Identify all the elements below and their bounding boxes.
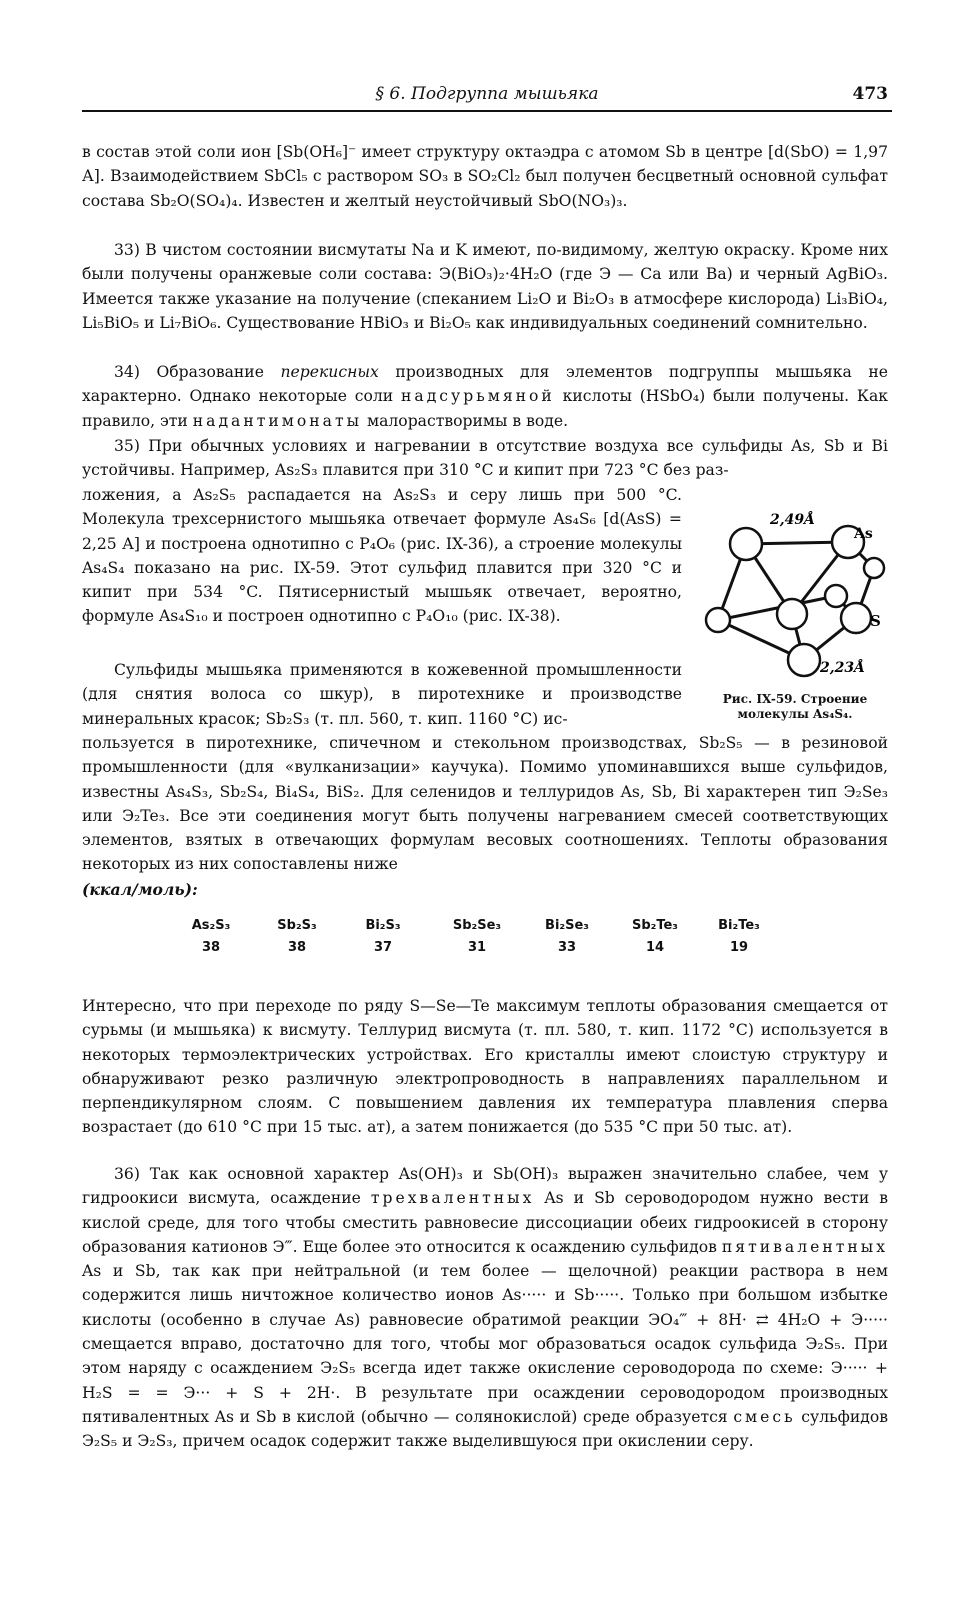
atom-label-s: S <box>870 612 881 630</box>
heats-column <box>342 918 424 955</box>
p36-text-c: As и Sb сероводородом нужно вести в кислой среде, для того чтобы сместить равновесие диссоциации обеих гидроокисей в сторону образования катионов Э‴. Еще более это относится к осаждению сульфидов <box>82 1189 888 1256</box>
page-header <box>82 84 892 110</box>
atom-s-inner <box>825 585 847 607</box>
header-rule <box>82 110 892 112</box>
p36-text-a: 36) Так как основной характер As(OH)₃ и Sb(OH)₃ выражен значительно слабее, чем у гидроокиси висмута, осаждение <box>82 1165 888 1208</box>
compound-formula: As₂S₃ <box>191 918 231 933</box>
compound-value: 38 <box>287 940 307 955</box>
paragraph-33: 33) В чистом состоянии висмутаты Na и K имеют, по-видимому, желтую окраску. Кроме них были получены оранжевые соли состава: Э(BiO₃)₂·4H₂O (где Э — Ca или Ba) и черный AgBiO₃. Имеется также указание на получение (спеканием Li₂O и Bi₂O₃ в атмосфере кислорода) Li₃BiO₄, Li₅BiO₅ и Li₇BiO₆. Существование HBiO₃ и Bi₂O₅ как индивидуальных соединений сомнительно. <box>82 241 888 332</box>
paragraph-34 <box>82 360 888 433</box>
heats-column <box>526 918 608 955</box>
p34-spaced-1: надсурьмяной <box>401 387 555 406</box>
p36-spaced-2: пятивалентных <box>721 1237 888 1256</box>
compound-formula: Bi₂Te₃ <box>718 918 760 933</box>
compound-value: 14 <box>645 940 665 955</box>
atom-as-5 <box>788 644 820 676</box>
paragraph-sulfate: в состав этой соли ион [Sb(OH₆]⁻ имеет структуру октаэдра с атомом Sb в центре [d(SbO) = 1,97 А]. Взаимодействием SbCl₅ с раствором SO₃ в SO₂Cl₂ был получен бесцветный основной сульфат состава Sb₂O(SO₄)₄. Известен и желтый неустойчивый SbO(NO₃)₃. <box>82 143 888 210</box>
compound-value: 19 <box>729 940 749 955</box>
paragraph-interesting: Интересно, что при переходе по ряду S—Se—Te максимум теплоты образования смещается от сурьмы (и мышьяка) к висмуту. Теллурид висмута (т. пл. 580, т. кип. 1172 °C) используется в некоторых термоэлектрических устройствах. Его кристаллы имеют слоистую структуру и обнаруживают резко различную электропроводность в направлениях параллельном и перпендикулярном слоям. С повышением давления их температура плавления сперва возрастает (до 610 °C при 15 тыс. ат), а затем понижается (до 535 °C при 50 тыс. ат). <box>82 997 888 1137</box>
p34-text-e: кислоты (HSbO₄) были получены. Как правило, эти <box>82 387 889 430</box>
p36-text-g: сульфидов Э₂S₅ и Э₂S₃, причем осадок содержит также выделившуюся при окислении серу. <box>82 1407 888 1451</box>
atom-label-as: As <box>854 526 873 542</box>
compound-formula: Sb₂Te₃ <box>631 918 678 933</box>
p36-text-e: As и Sb, так как при нейтральной (и тем более — щелочной) реакции раствора в нем содержится лишь ничтожное количество ионов As····· и Sb·····. Только при большом избытке кислоты (особенно в случае As) равновесие обратимой реакции ЭO₄‴ + 8H· ⇄ 4H₂O + Э····· смещается вправо, достаточно для того, чтобы мог образоваться осадок сульфида Э₂S₅. При этом наряду с осаждением Э₂S₅ всегда идет также окисление сероводорода по схеме: Э····· + H₂S = = Э··· + S + 2H·. В результате при осаждении сероводородом производных пятивалентных As и Sb в кислой (обычно — солянокислой) среде образуется <box>82 1262 888 1426</box>
atom-as-3 <box>777 599 807 629</box>
paragraph-uses-full: пользуется в пиротехнике, спичечном и стекольном производствах, Sb₂S₅ — в резиновой промышленности (для «вулканизации» каучука). Помимо упоминавшихся выше сульфидов, известны As₄S₃, Sb₂S₄, Bi₄S₄, BiS₂. Для селенидов и теллуридов As, Sb, Bi характерен тип Э₂Se₃ или Э₂Te₃. Все эти соединения могут быть получены нагреванием смесей соответствующих элементов, взятых в отвечающих формулам весовых соотношениях. Теплоты образования некоторых из них сопоставлены ниже <box>82 734 888 874</box>
figure-as4s4 <box>698 496 892 726</box>
compound-value: 37 <box>373 940 393 955</box>
p34-italic: перекисных <box>280 363 379 381</box>
compound-value: 33 <box>557 940 577 955</box>
compound-value: 38 <box>201 940 221 955</box>
heats-column <box>170 918 252 955</box>
p34-text-g: малорастворимы в воде. <box>362 411 569 430</box>
paragraph-uses-wrap: Сульфиды мышьяка применяются в кожевенной промышленности (для снятия волоса со шкур), в пиротехнике и производстве минеральных красок; Sb₂S₃ (т. пл. 560, т. кип. 1160 °C) ис- <box>82 661 682 728</box>
atom-s-right <box>864 558 884 578</box>
compound-value: 31 <box>467 940 487 955</box>
compound-formula: Bi₂S₃ <box>365 918 401 933</box>
distance-label-bottom: 2,23Å <box>820 660 865 676</box>
heats-column <box>614 918 696 955</box>
figure-caption: Рис. IX-59. Строение молекулы As₄S₄. <box>722 692 868 721</box>
heats-column <box>698 918 780 955</box>
p34-spaced-2: надантимонаты <box>192 411 363 430</box>
heats-column <box>436 918 518 955</box>
p36-spaced-3: смесь <box>733 1407 796 1426</box>
compound-formula: Sb₂Se₃ <box>452 918 502 933</box>
atom-s-left <box>706 608 730 632</box>
compound-formula: Bi₂Se₃ <box>545 918 589 933</box>
page-number: 473 <box>852 84 888 104</box>
paragraph-35-start: 35) При обычных условиях и нагревании в отсутствие воздуха все сульфиды As, Sb и Bi устойчивы. Например, As₂S₃ плавится при 310 °C и кипит при 723 °C без раз- <box>82 437 888 480</box>
p34-text-a: 34) Образование <box>114 363 281 381</box>
heats-column <box>256 918 338 955</box>
p34-text-c: производных для элементов подгруппы мышьяка не характерно. Однако некоторые соли <box>82 363 889 406</box>
atom-as-4 <box>841 603 871 633</box>
molecule-diagram <box>698 496 892 692</box>
p36-spaced-1: трехвалентных <box>370 1189 535 1208</box>
paragraph-36 <box>82 1162 888 1454</box>
compound-formula: Sb₂S₃ <box>277 918 317 933</box>
distance-label-top: 2,49Å <box>770 512 815 528</box>
section-title: § 6. Подгруппа мышьяка <box>375 84 599 104</box>
paragraph-35-wrap: ложения, а As₂S₅ распадается на As₂S₃ и серу лишь при 500 °C. Молекула трехсернистого мышьяка отвечает формуле As₄S₆ [d(AsS) = 2,25 А] и построена однотипно с P₄O₆ (рис. IX-36), а строение молекулы As₄S₄ показано на рис. IX-59. Этот сульфид плавится при 320 °C и кипит при 534 °C. Пятисернистый мышьяк отвечает, вероятно, формуле As₄S₁₀ и построен однотипно с P₄O₁₀ (рис. IX-38). <box>82 486 682 626</box>
atom-as-1 <box>730 528 762 560</box>
units-label: (ккал/моль): <box>82 880 198 899</box>
